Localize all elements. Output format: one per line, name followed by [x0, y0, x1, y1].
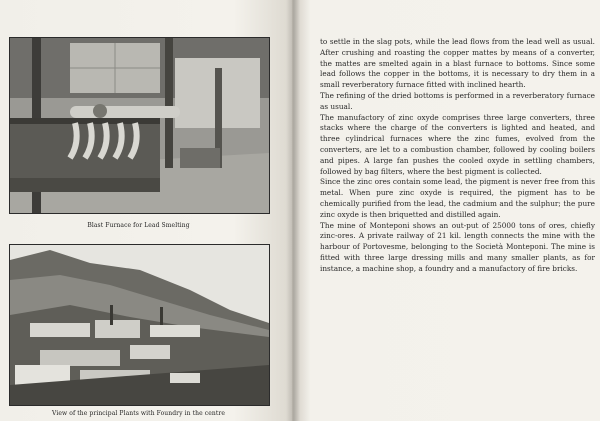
paragraph: The mine of Monteponi shows an out-put of 25000 tons of ores, chiefly zinc-ores. A private railway of 21 kil. length connects the mine with the harbour of Portovesme, belonging to the Società Monteponi. The mine is fitted with three large dressing mills and many smaller plants, as for instance, a machine shop, a foundry and a manufactory of fire bricks. — [320, 220, 595, 273]
paragraph: Since the zinc ores contain some lead, the pigment is never free from this metal. When pure zinc oxyde is required, the pigment has to be chemically purified from the lead, the cadmium and the sulphur; the pure zinc oxyde is then briquetted and distilled again. — [320, 177, 595, 219]
photo1-caption: Blast Furnace for Lead Smelting — [87, 222, 190, 229]
body-text — [320, 37, 595, 275]
photo2-caption: View of the principal Plants with Foundry in the centre — [52, 410, 225, 417]
blast-furnace-photo — [9, 37, 270, 214]
plants-view-photo — [9, 244, 270, 406]
paragraph: The refining of the dried bottoms is performed in a reverberatory furnace as usual. — [320, 90, 595, 111]
paragraph: to settle in the slag pots, while the lead flows from the lead well as usual. After crushing and roasting the copper mattes by means of a converter, the mattes are smelted again in a blast furnace to bottoms. Since some lead follows the copper in the bottoms, it is necessary to dry them in a small reverberatory furnace fitted with inclined hearth. — [320, 37, 595, 90]
book-gutter — [286, 0, 300, 421]
paragraph: The manufactory of zinc oxyde comprises three large converters, three stacks where the charge of the converters is lighted and heated, and three cylindrical furnaces where the zinc fumes, evolved from the converters, are let to a combustion chamber, followed by cooling boilers and pipes. A large fan pushes the cooled oxyde in settling chambers, followed by bag filters, where the best pigment is collected. — [320, 112, 595, 176]
left-page — [0, 0, 292, 421]
